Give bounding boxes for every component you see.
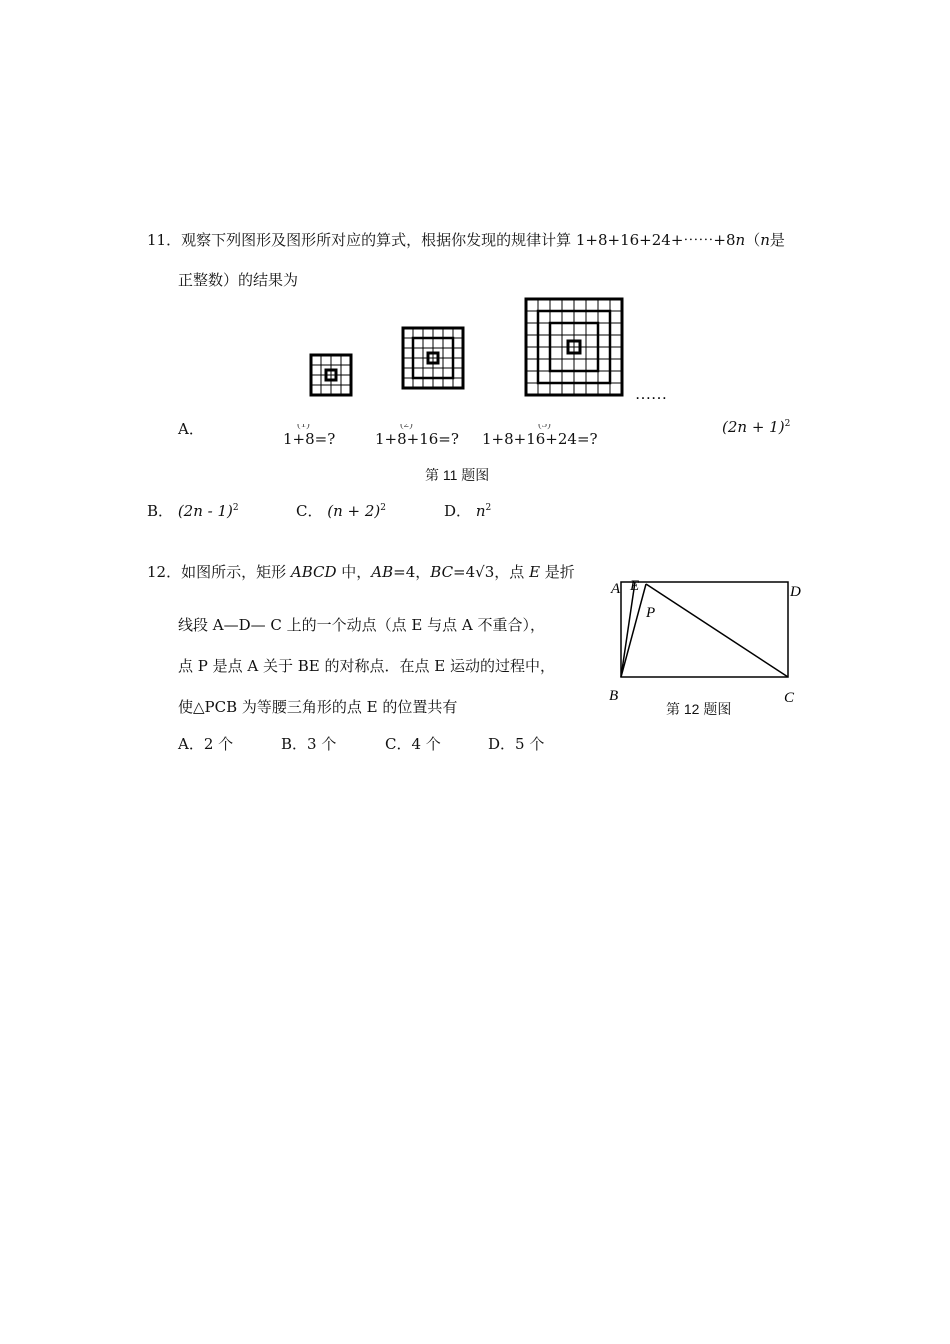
q11-line1-paren: （ [745,231,761,249]
q11-stem-line1 [147,229,785,250]
q11-ellipsis: …… [635,386,667,403]
q12-label-C: C [784,690,795,706]
q11-caption: 第 11 题图 [425,467,490,483]
q11-option-d [444,500,491,521]
q11-option-c [296,500,386,521]
q12-option-c: C．4 个 [385,735,441,753]
q12-l1-d: = [453,563,466,581]
q11-grid-2 [403,328,463,388]
q12-line-BP [621,584,646,677]
q12-stem-line2: 线段 A—D— C 上的一个动点（点 E 与点 A 不重合）， [178,616,545,634]
q11-option-a-value [722,418,790,436]
q11-option-b [147,500,239,521]
q12-label-P: P [646,605,656,621]
q12-l1-bc: BC [430,563,454,581]
q12-l1-a: 12．如图所示，矩形 [147,563,291,581]
q11-formula-1: 1+8=? [283,430,336,448]
q11-option-b-exp: 2 [232,503,239,513]
q12-l1-abcd: ABCD [290,563,337,581]
q11-option-d-text: n [475,502,486,520]
q11-option-b-label: B． [147,502,174,520]
q11-line1-text: 11．观察下列图形及图形所对应的算式，根据你发现的规律计算 1+8+16+24+⋯⋯+8 [147,231,736,249]
q11-option-a-label: A． [178,420,204,438]
q11-line1-n: n [735,231,746,249]
q12-rectangle [621,582,788,677]
q12-line-PC [646,584,788,677]
q12-figure [600,570,820,720]
q12-option-d: D．5 个 [488,735,545,753]
q12-option-b: B．3 个 [281,735,337,753]
q11-grid-1 [311,355,351,395]
q12-caption: 第 12 题图 [666,701,732,717]
q11-stem-line2: 正整数）的结果为 [178,271,299,289]
q11-formula-3: 1+8+16+24=? [482,430,598,448]
q11-formula-2: 1+8+16=? [375,430,459,448]
q12-label-D: D [790,584,801,600]
q12-l1-f: 是折 [540,563,575,581]
q11-option-a-exp: 2 [784,419,791,429]
q12-option-a: A．2 个 [178,735,234,753]
q11-option-b-text: (2n - 1) [177,502,233,520]
q12-l1-b: 中， [336,563,372,581]
q12-l1-val: 4√3 [465,563,495,581]
q11-option-d-exp: 2 [485,503,492,513]
q11-option-c-text: (n + 2) [327,502,381,520]
q12-label-E: E [630,578,640,594]
q11-option-d-label: D． [444,502,472,520]
q12-l1-e: ，点 [494,563,530,581]
q12-stem-line4: 使△PCB 为等腰三角形的点 E 的位置共有 [178,698,458,716]
q12-label-A: A [611,581,621,597]
q12-line-BE [621,582,635,677]
q12-stem-line3: 点 P 是点 A 关于 BE 的对称点．在点 E 运动的过程中， [178,657,555,675]
q11-option-c-label: C． [296,502,323,520]
q12-stem-line1 [147,561,575,582]
q12-l1-E: E [529,563,541,581]
q11-grid-3 [526,299,622,395]
q11-option-a [178,418,204,439]
q11-line1-end: 是 [769,231,785,249]
q11-line1-n2: n [760,231,770,249]
q12-l1-ab: AB [371,563,394,581]
q12-label-B: B [609,688,619,704]
q11-option-c-exp: 2 [380,503,387,513]
q11-option-a-text: (2n + 1) [722,418,785,436]
q12-l1-c: =4， [393,563,431,581]
